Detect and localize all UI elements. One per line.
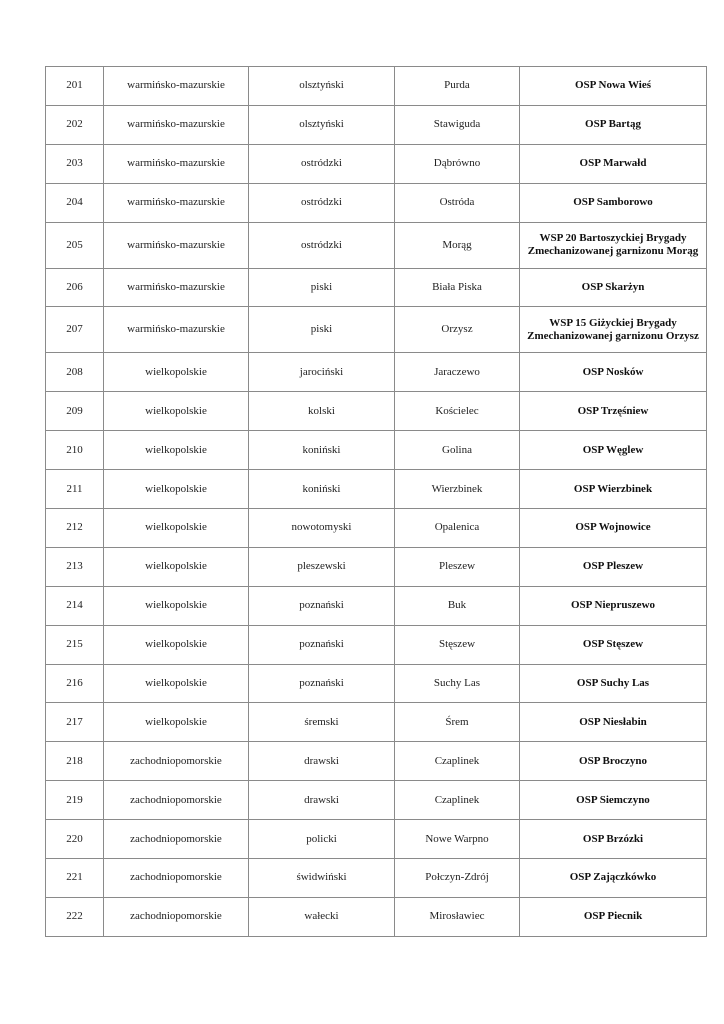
county-cell: śremski	[249, 703, 395, 742]
commune-cell: Ostróda	[395, 183, 520, 222]
county-cell: piski	[249, 307, 395, 353]
unit-name-cell: OSP Piecnik	[520, 897, 707, 936]
voivodeship-cell: warmińsko-mazurskie	[104, 222, 249, 268]
voivodeship-cell: wielkopolskie	[104, 470, 249, 509]
row-number-cell: 213	[46, 547, 104, 586]
table-row	[46, 105, 707, 144]
voivodeship-cell: wielkopolskie	[104, 509, 249, 548]
unit-name-cell: OSP Nowa Wieś	[520, 67, 707, 106]
unit-name-cell: OSP Zajączkówko	[520, 859, 707, 898]
unit-name-cell: OSP Pleszew	[520, 547, 707, 586]
unit-name-cell: OSP Siemczyno	[520, 781, 707, 820]
row-number-cell: 211	[46, 470, 104, 509]
county-cell: jarociński	[249, 353, 395, 392]
county-cell: świdwiński	[249, 859, 395, 898]
unit-name-cell: WSP 20 Bartoszyckiej Brygady Zmechanizowanej garnizonu Morąg	[520, 222, 707, 268]
county-cell: ostródzki	[249, 144, 395, 183]
commune-cell: Nowe Warpno	[395, 820, 520, 859]
county-cell: nowotomyski	[249, 509, 395, 548]
commune-cell: Opalenica	[395, 509, 520, 548]
row-number-cell: 217	[46, 703, 104, 742]
voivodeship-cell: wielkopolskie	[104, 392, 249, 431]
table-row	[46, 470, 707, 509]
county-cell: olsztyński	[249, 105, 395, 144]
county-cell: ostródzki	[249, 183, 395, 222]
row-number-cell: 216	[46, 664, 104, 703]
row-number-cell: 203	[46, 144, 104, 183]
row-number-cell: 209	[46, 392, 104, 431]
units-table-body	[46, 67, 707, 937]
commune-cell: Purda	[395, 67, 520, 106]
unit-name-cell: OSP Samborowo	[520, 183, 707, 222]
voivodeship-cell: wielkopolskie	[104, 625, 249, 664]
commune-cell: Stawiguda	[395, 105, 520, 144]
row-number-cell: 215	[46, 625, 104, 664]
row-number-cell: 205	[46, 222, 104, 268]
county-cell: policki	[249, 820, 395, 859]
table-row	[46, 742, 707, 781]
voivodeship-cell: zachodniopomorskie	[104, 897, 249, 936]
row-number-cell: 210	[46, 431, 104, 470]
commune-cell: Suchy Las	[395, 664, 520, 703]
voivodeship-cell: wielkopolskie	[104, 664, 249, 703]
commune-cell: Golina	[395, 431, 520, 470]
unit-name-cell: OSP Brzózki	[520, 820, 707, 859]
unit-name-cell: OSP Niesłabin	[520, 703, 707, 742]
voivodeship-cell: wielkopolskie	[104, 547, 249, 586]
commune-cell: Śrem	[395, 703, 520, 742]
county-cell: koniński	[249, 431, 395, 470]
voivodeship-cell: warmińsko-mazurskie	[104, 144, 249, 183]
table-row	[46, 625, 707, 664]
unit-name-cell: OSP Bartąg	[520, 105, 707, 144]
commune-cell: Pleszew	[395, 547, 520, 586]
row-number-cell: 218	[46, 742, 104, 781]
voivodeship-cell: zachodniopomorskie	[104, 859, 249, 898]
county-cell: olsztyński	[249, 67, 395, 106]
units-table	[45, 66, 707, 937]
county-cell: koniński	[249, 470, 395, 509]
row-number-cell: 220	[46, 820, 104, 859]
table-row	[46, 897, 707, 936]
commune-cell: Czaplinek	[395, 742, 520, 781]
unit-name-cell: OSP Skarżyn	[520, 268, 707, 307]
county-cell: poznański	[249, 586, 395, 625]
county-cell: ostródzki	[249, 222, 395, 268]
row-number-cell: 204	[46, 183, 104, 222]
county-cell: kolski	[249, 392, 395, 431]
row-number-cell: 202	[46, 105, 104, 144]
commune-cell: Jaraczewo	[395, 353, 520, 392]
voivodeship-cell: warmińsko-mazurskie	[104, 183, 249, 222]
commune-cell: Połczyn-Zdrój	[395, 859, 520, 898]
commune-cell: Biała Piska	[395, 268, 520, 307]
county-cell: drawski	[249, 742, 395, 781]
table-row	[46, 67, 707, 106]
row-number-cell: 222	[46, 897, 104, 936]
row-number-cell: 208	[46, 353, 104, 392]
row-number-cell: 221	[46, 859, 104, 898]
row-number-cell: 201	[46, 67, 104, 106]
table-row	[46, 859, 707, 898]
unit-name-cell: OSP Trzęśniew	[520, 392, 707, 431]
unit-name-cell: OSP Wierzbinek	[520, 470, 707, 509]
commune-cell: Kościelec	[395, 392, 520, 431]
county-cell: poznański	[249, 625, 395, 664]
table-row	[46, 781, 707, 820]
table-row	[46, 144, 707, 183]
unit-name-cell: OSP Nosków	[520, 353, 707, 392]
voivodeship-cell: wielkopolskie	[104, 353, 249, 392]
county-cell: wałecki	[249, 897, 395, 936]
table-row	[46, 664, 707, 703]
voivodeship-cell: warmińsko-mazurskie	[104, 67, 249, 106]
unit-name-cell: OSP Węglew	[520, 431, 707, 470]
unit-name-cell: OSP Wojnowice	[520, 509, 707, 548]
commune-cell: Wierzbinek	[395, 470, 520, 509]
table-row	[46, 509, 707, 548]
row-number-cell: 207	[46, 307, 104, 353]
table-row	[46, 431, 707, 470]
table-row	[46, 307, 707, 353]
table-row	[46, 268, 707, 307]
row-number-cell: 214	[46, 586, 104, 625]
commune-cell: Buk	[395, 586, 520, 625]
table-row	[46, 222, 707, 268]
commune-cell: Morąg	[395, 222, 520, 268]
county-cell: poznański	[249, 664, 395, 703]
unit-name-cell: OSP Stęszew	[520, 625, 707, 664]
table-row	[46, 353, 707, 392]
unit-name-cell: OSP Suchy Las	[520, 664, 707, 703]
row-number-cell: 212	[46, 509, 104, 548]
table-row	[46, 586, 707, 625]
unit-name-cell: OSP Niepruszewo	[520, 586, 707, 625]
voivodeship-cell: zachodniopomorskie	[104, 742, 249, 781]
table-row	[46, 392, 707, 431]
table-row	[46, 547, 707, 586]
unit-name-cell: OSP Marwałd	[520, 144, 707, 183]
commune-cell: Dąbrówno	[395, 144, 520, 183]
unit-name-cell: OSP Broczyno	[520, 742, 707, 781]
row-number-cell: 206	[46, 268, 104, 307]
voivodeship-cell: warmińsko-mazurskie	[104, 105, 249, 144]
unit-name-cell: WSP 15 Giżyckiej Brygady Zmechanizowanej garnizonu Orzysz	[520, 307, 707, 353]
county-cell: drawski	[249, 781, 395, 820]
commune-cell: Mirosławiec	[395, 897, 520, 936]
voivodeship-cell: warmińsko-mazurskie	[104, 268, 249, 307]
county-cell: piski	[249, 268, 395, 307]
county-cell: pleszewski	[249, 547, 395, 586]
voivodeship-cell: wielkopolskie	[104, 431, 249, 470]
voivodeship-cell: wielkopolskie	[104, 586, 249, 625]
table-row	[46, 703, 707, 742]
commune-cell: Czaplinek	[395, 781, 520, 820]
voivodeship-cell: wielkopolskie	[104, 703, 249, 742]
table-row	[46, 820, 707, 859]
voivodeship-cell: warmińsko-mazurskie	[104, 307, 249, 353]
voivodeship-cell: zachodniopomorskie	[104, 781, 249, 820]
commune-cell: Orzysz	[395, 307, 520, 353]
table-row	[46, 183, 707, 222]
voivodeship-cell: zachodniopomorskie	[104, 820, 249, 859]
commune-cell: Stęszew	[395, 625, 520, 664]
row-number-cell: 219	[46, 781, 104, 820]
